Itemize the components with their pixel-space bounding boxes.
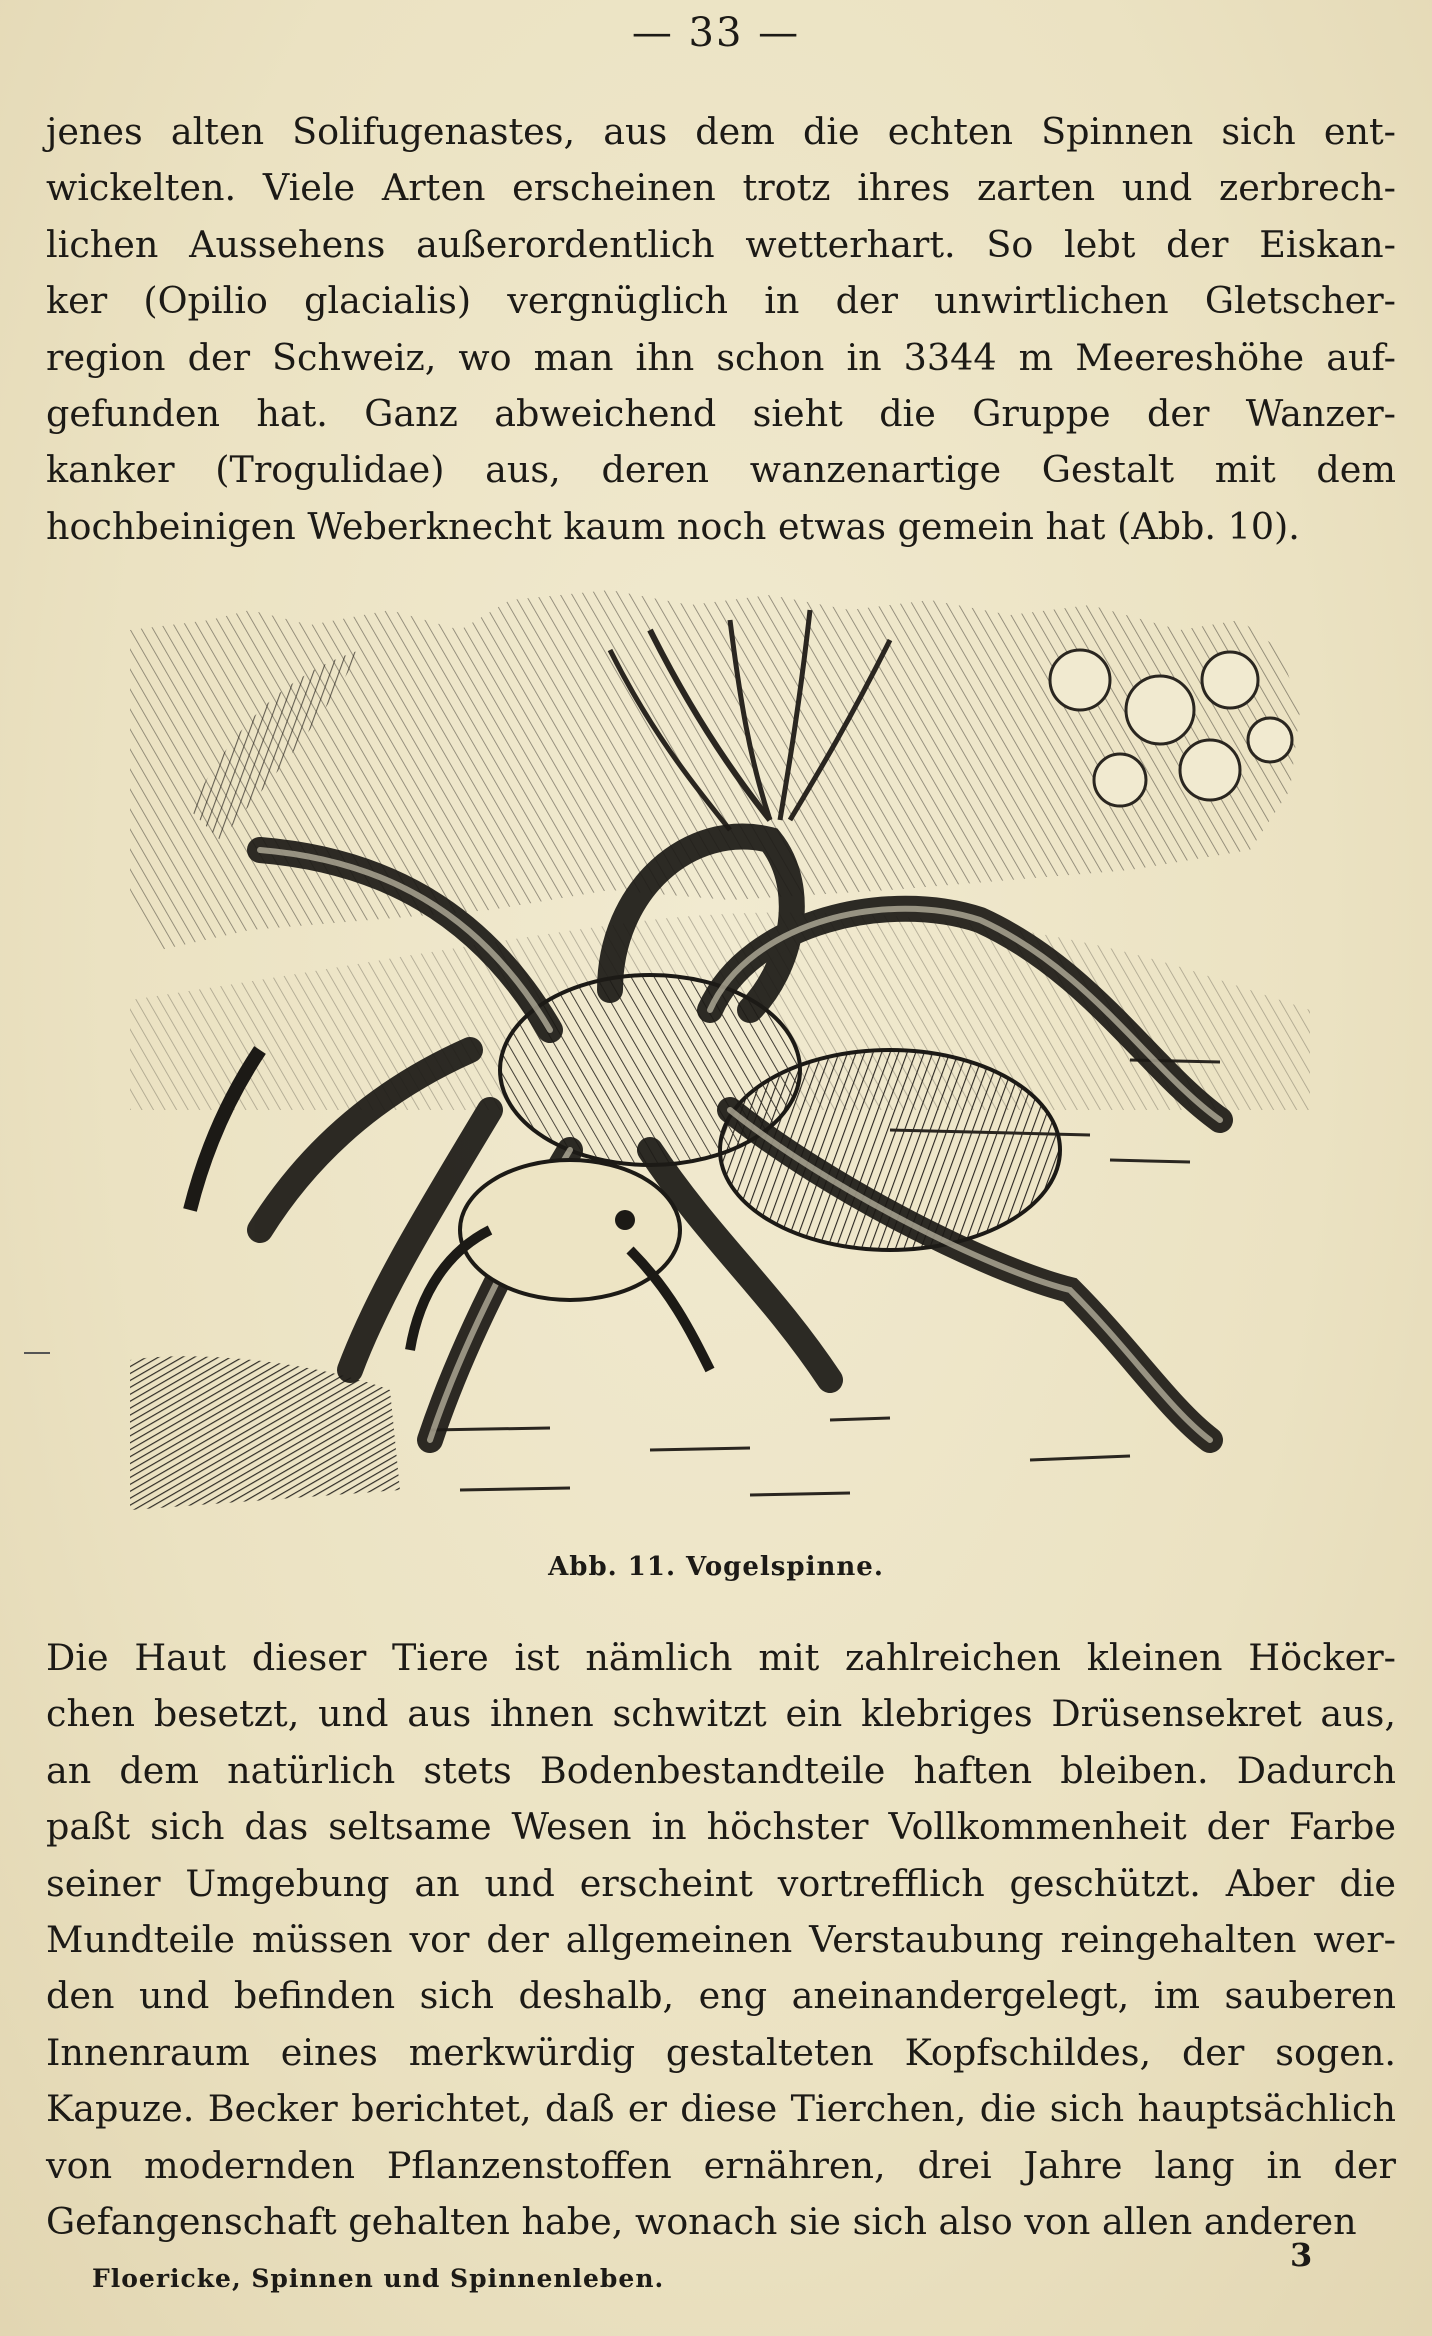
paragraph-top (46, 104, 1396, 555)
text-line: region der Schweiz, wo man ihn schon in 3344 m Meereshöhe auf- (46, 335, 1396, 379)
text-line: paßt sich das seltsame Wesen in höchster Vollkommenheit der Farbe (46, 1805, 1396, 1849)
footer-signature-mark: 3 (1290, 2236, 1313, 2274)
text-line: hochbeinigen Weberknecht kaum noch etwas gemein hat (Abb. 10). (46, 504, 1300, 548)
text-line: seiner Umgebung an und erscheint vortrefflich geschützt. Aber die (46, 1861, 1396, 1905)
text-line: lichen Aussehens außerordentlich wetterhart. So lebt der Eiskan- (46, 222, 1396, 266)
text-line: Innenraum eines merkwürdig gestalteten Kopfschildes, der sogen. (46, 2030, 1396, 2074)
tarantula-illustration (130, 590, 1320, 1535)
page-number: — 33 — (631, 10, 801, 56)
text-line: an dem natürlich stets Bodenbestandteile haften bleiben. Dadurch (46, 1748, 1396, 1792)
figure-caption: Abb. 11. Vogelspinne. (548, 1552, 884, 1582)
text-line: Mundteile müssen vor der allgemeinen Verstaubung reingehalten wer- (46, 1918, 1396, 1962)
text-line: Kapuze. Becker berichtet, daß er diese Tierchen, die sich hauptsächlich (46, 2087, 1396, 2131)
text-line: jenes alten Solifugenastes, aus dem die echten Spinnen sich ent- (46, 110, 1396, 153)
paragraph-bottom (46, 1630, 1396, 2250)
margin-mark (24, 1352, 50, 1354)
text-line: wickelten. Viele Arten erscheinen trotz ihres zarten und zerbrech- (46, 166, 1396, 210)
text-line: Die Haut dieser Tiere ist nämlich mit zahlreichen kleinen Höcker- (46, 1636, 1396, 1679)
text-line: von modernden Pflanzenstoffen ernähren, drei Jahre lang in der (46, 2143, 1396, 2187)
text-line: kanker (Trogulidae) aus, deren wanzenartige Gestalt mit dem (46, 448, 1396, 492)
engraving-image (130, 590, 1320, 1535)
text-line: den und befinden sich deshalb, eng aneinandergelegt, im sauberen (46, 1974, 1396, 2018)
text-line: gefunden hat. Ganz abweichend sieht die Gruppe der Wanzer- (46, 392, 1396, 436)
text-line: ker (Opilio glacialis) vergnüglich in der unwirtlichen Gletscher- (46, 279, 1396, 323)
text-line: Gefangenschaft gehalten habe, wonach sie sich also von allen anderen (46, 2200, 1357, 2244)
footer-running-title: Floericke, Spinnen und Spinnenleben. (92, 2264, 665, 2293)
text-line: chen besetzt, und aus ihnen schwitzt ein klebriges Drüsensekret aus, (46, 1692, 1396, 1736)
